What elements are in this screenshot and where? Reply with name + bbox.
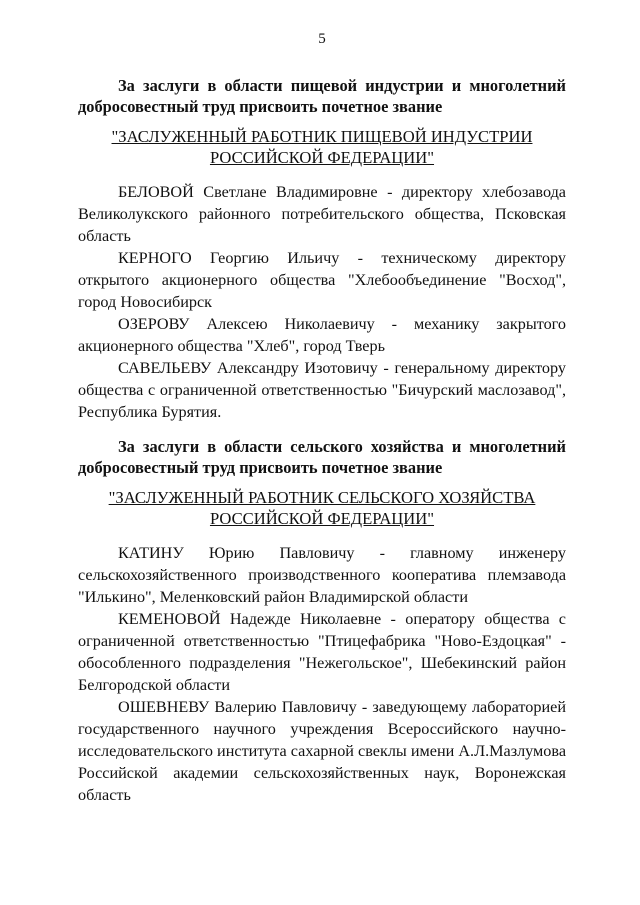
recipient-entry: КЕРНОГО Георгию Ильичу - техническому директору открытого акционерного общества "Хлебообъединение "Восход", город Новосибирск	[78, 249, 566, 311]
section-heading-line: добросовестный труд присвоить почетное звание	[78, 458, 443, 477]
recipient-entry: ОЗЕРОВУ Алексею Николаевичу - механику закрытого акционерного общества "Хлеб", город Тверь	[78, 315, 566, 355]
section-heading-line: За заслуги в области сельского хозяйства и многолетний	[118, 437, 566, 456]
award-title-line: РОССИЙСКОЙ ФЕДЕРАЦИИ"	[209, 148, 435, 167]
section-food-industry	[78, 75, 566, 423]
recipient-entry: ОШЕВНЕВУ Валерию Павловичу - заведующему лабораторией государственного научного учреждения Всероссийского научно-исследовательского института сахарной свеклы имени А.Л.Мазлумова Российской академии сельскохозяйственных наук, Воронежская область	[78, 698, 566, 804]
award-title	[78, 487, 566, 529]
recipient-entry: БЕЛОВОЙ Светлане Владимировне - директору хлебозавода Великолукского районного потребительского общества, Псковская область	[78, 183, 566, 245]
section-heading	[78, 75, 566, 117]
section-heading	[78, 436, 566, 478]
section-agriculture	[78, 436, 566, 806]
recipient-entry: КАТИНУ Юрию Павловичу - главному инженеру сельскохозяйственного производственного кооператива племзавода "Илькино", Меленковский район Владимирской области	[78, 544, 566, 606]
award-title	[78, 126, 566, 168]
section-heading-line: добросовестный труд присвоить почетное звание	[78, 97, 443, 116]
recipient-entry: КЕМЕНОВОЙ Надежде Николаевне - оператору общества с ограниченной ответственностью "Птицефабрика "Ново-Ездоцкая" - обособленного подразделения "Нежегольское", Шебекинский район Белгородской области	[78, 610, 566, 694]
section-heading-line: За заслуги в области пищевой индустрии и многолетний	[118, 76, 566, 95]
recipient-entry: САВЕЛЬЕВУ Александру Изотовичу - генеральному директору общества с ограниченной ответственностью "Бичурский маслозавод", Республика Бурятия.	[78, 359, 566, 421]
page-number: 5	[318, 31, 326, 47]
award-title-line: "ЗАСЛУЖЕННЫЙ РАБОТНИК СЕЛЬСКОГО ХОЗЯЙСТВА	[108, 488, 536, 507]
award-title-line: "ЗАСЛУЖЕННЫЙ РАБОТНИК ПИЩЕВОЙ ИНДУСТРИИ	[111, 127, 533, 146]
award-title-line: РОССИЙСКОЙ ФЕДЕРАЦИИ"	[209, 509, 435, 528]
